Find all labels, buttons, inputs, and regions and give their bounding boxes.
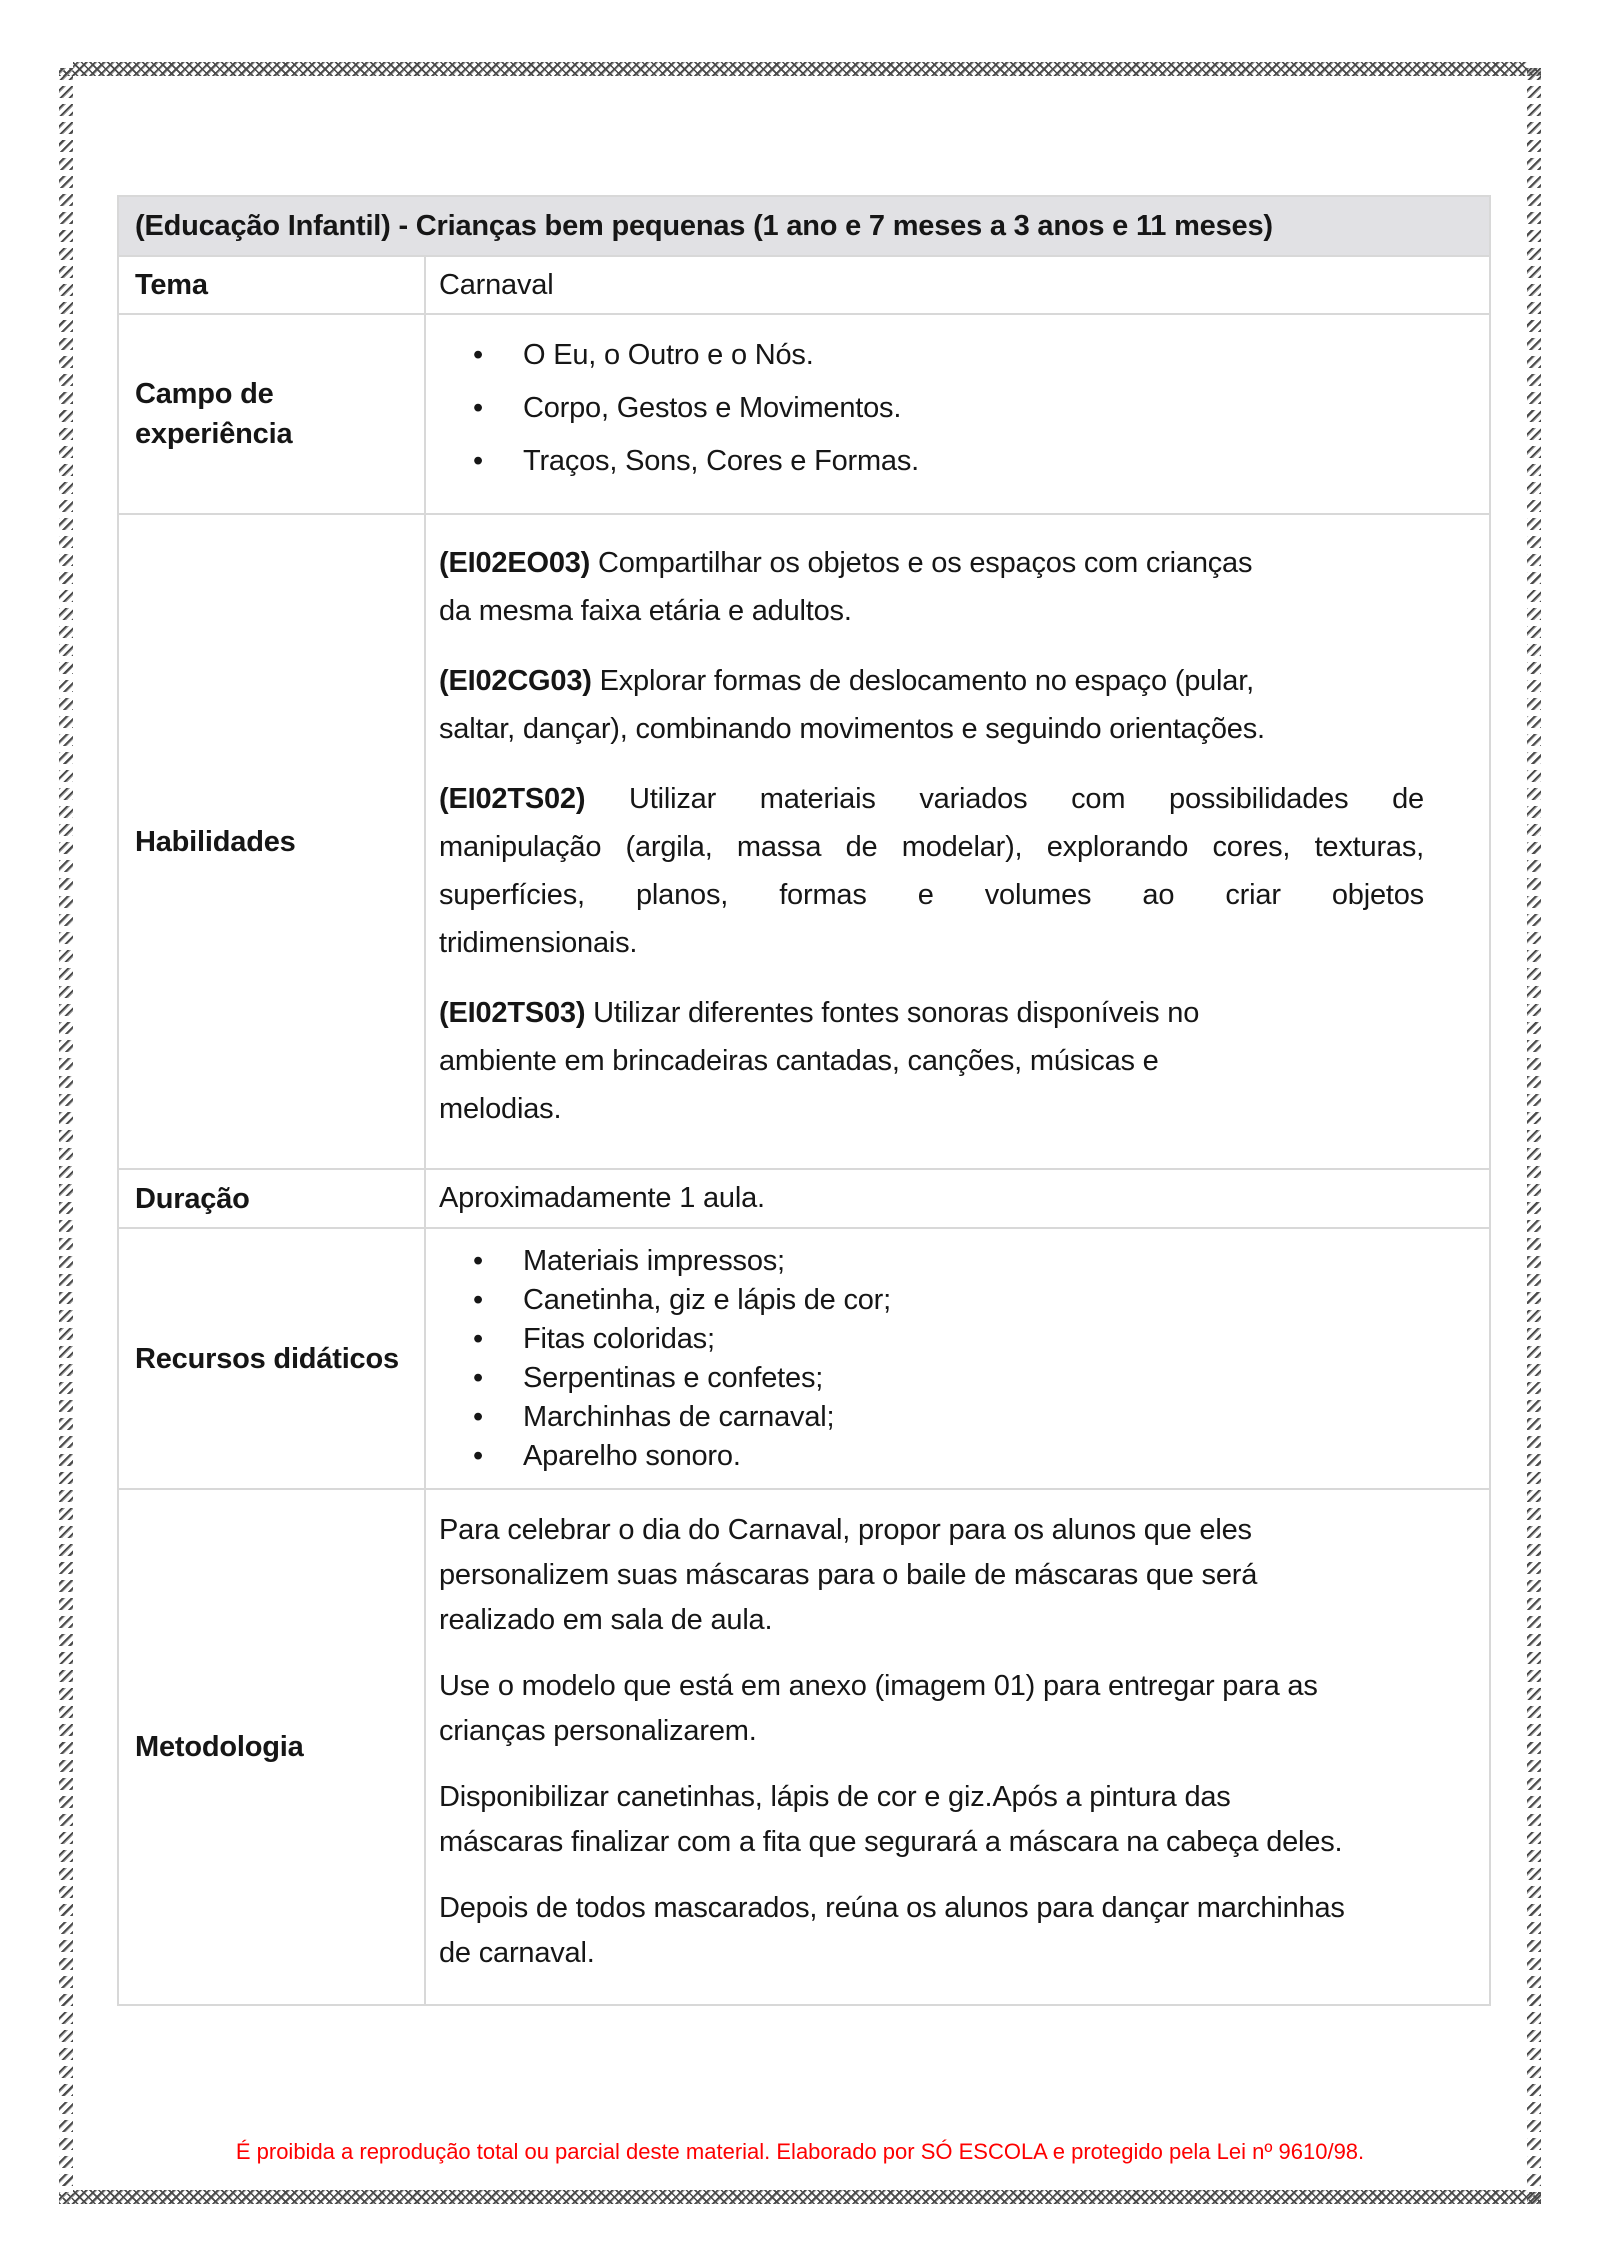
paragraph-line: crianças personalizarem. — [439, 1715, 757, 1747]
paragraph-line — [439, 775, 1424, 823]
bullet-icon: • — [473, 338, 483, 371]
page-border-left — [59, 62, 73, 2204]
list-item — [426, 382, 1489, 435]
row-label-duracao: Duração — [118, 1169, 425, 1228]
duracao-value: Aproximadamente 1 aula. — [425, 1169, 1490, 1228]
paragraph-text: Explorar formas de deslocamento no espaço (pular, — [591, 665, 1254, 697]
paragraph-line — [439, 989, 1426, 1037]
table-row — [118, 1228, 1490, 1489]
list-item-text: Aparelho sonoro. — [523, 1439, 741, 1472]
paragraph-line: saltar, dançar), combinando movimentos e seguindo orientações. — [439, 713, 1265, 745]
table-row — [118, 256, 1490, 314]
paragraph-line — [439, 539, 1426, 587]
lesson-plan-table — [117, 195, 1491, 2006]
paragraph-line: melodias. — [439, 1093, 562, 1125]
list-item — [426, 329, 1489, 382]
list-item — [426, 1359, 1489, 1398]
page-border-top — [59, 62, 1541, 76]
page-title: (Educação Infantil) - Crianças bem pequenas (1 ano e 7 meses a 3 anos e 11 meses) — [118, 196, 1490, 256]
row-label-recursos-didaticos: Recursos didáticos — [118, 1228, 425, 1489]
habilidade-paragraph — [439, 775, 1426, 967]
bullet-icon: • — [473, 391, 483, 424]
list-item-text: Canetinha, giz e lápis de cor; — [523, 1283, 891, 1316]
paragraph-text: Compartilhar os objetos e os espaços com crianças — [590, 547, 1253, 579]
row-label-campo-de-experiencia: Campo de experiência — [118, 314, 425, 514]
list-item — [426, 1320, 1489, 1359]
list-item — [426, 1437, 1489, 1476]
paragraph-line: Use o modelo que está em anexo (imagem 01) para entregar para as — [439, 1670, 1318, 1702]
habilidades-cell — [425, 514, 1490, 1169]
metodologia-cell — [425, 1489, 1490, 2005]
paragraph-line: máscaras finalizar com a fita que segurará a máscara na cabeça deles. — [439, 1826, 1343, 1858]
bullet-icon: • — [473, 1322, 483, 1355]
campo-bullet-list — [426, 329, 1489, 488]
list-item — [426, 1242, 1489, 1281]
page-border-bottom — [59, 2190, 1541, 2204]
habilidade-paragraph — [439, 989, 1426, 1133]
recursos-didaticos-cell — [425, 1228, 1490, 1489]
paragraph-line: ambiente em brincadeiras cantadas, canções, músicas e — [439, 1045, 1159, 1077]
metodologia-paragraph — [439, 1775, 1469, 1865]
row-label-habilidades: Habilidades — [118, 514, 425, 1169]
habilidade-paragraph — [439, 657, 1426, 753]
table-row — [118, 1169, 1490, 1228]
bullet-icon: • — [473, 1283, 483, 1316]
page-border-right — [1527, 62, 1541, 2204]
metodologia-paragraph — [439, 1508, 1469, 1643]
recursos-bullet-list — [426, 1242, 1489, 1476]
paragraph-line: tridimensionais. — [439, 927, 638, 959]
table-row — [118, 1489, 1490, 2005]
bullet-icon: • — [473, 1439, 483, 1472]
paragraph-line: personalizem suas máscaras para o baile de máscaras que será — [439, 1559, 1258, 1591]
paragraph-line: Para celebrar o dia do Carnaval, propor para os alunos que eles — [439, 1514, 1252, 1546]
list-item-text: Fitas coloridas; — [523, 1322, 715, 1355]
table-row — [118, 514, 1490, 1169]
paragraph-line: da mesma faixa etária e adultos. — [439, 595, 852, 627]
list-item-text: O Eu, o Outro e o Nós. — [523, 338, 814, 371]
bncc-code: (EI02CG03) — [439, 665, 592, 697]
row-label-metodologia: Metodologia — [118, 1489, 425, 2005]
bncc-code: (EI02EO03) — [439, 547, 591, 579]
paragraph-text: Utilizar diferentes fontes sonoras disponíveis no — [585, 997, 1200, 1029]
campo-de-experiencia-cell — [425, 314, 1490, 514]
list-item-text: Marchinhas de carnaval; — [523, 1400, 835, 1433]
paragraph-line: realizado em sala de aula. — [439, 1604, 773, 1636]
paragraph-text: Utilizar materiais variados com possibilidades de — [585, 783, 1424, 815]
tema-value: Carnaval — [425, 256, 1490, 314]
list-item — [426, 435, 1489, 488]
bullet-icon: • — [473, 444, 483, 477]
habilidade-paragraph — [439, 539, 1426, 635]
row-label-tema: Tema — [118, 256, 425, 314]
bncc-code: (EI02TS02) — [439, 783, 586, 815]
paragraph-line: Depois de todos mascarados, reúna os alunos para dançar marchinhas — [439, 1892, 1345, 1924]
paragraph-line: Disponibilizar canetinhas, lápis de cor e giz.Após a pintura das — [439, 1781, 1231, 1813]
metodologia-paragraph — [439, 1664, 1469, 1754]
bncc-code: (EI02TS03) — [439, 997, 586, 1029]
copyright-notice: É proibida a reprodução total ou parcial deste material. Elaborado por SÓ ESCOLA e protegido pela Lei nº 9610/98. — [235, 2139, 1365, 2164]
paragraph-line: de carnaval. — [439, 1937, 595, 1969]
paragraph-line — [439, 657, 1426, 705]
paragraph-line: manipulação (argila, massa de modelar), explorando cores, texturas, — [439, 831, 1424, 863]
list-item — [426, 1398, 1489, 1437]
paragraph-line: superfícies, planos, formas e volumes ao criar objetos — [439, 879, 1424, 911]
bullet-icon: • — [473, 1400, 483, 1433]
table-row — [118, 196, 1490, 256]
list-item-text: Traços, Sons, Cores e Formas. — [523, 444, 920, 477]
list-item-text: Corpo, Gestos e Movimentos. — [523, 391, 902, 424]
table-row — [118, 314, 1490, 514]
bullet-icon: • — [473, 1244, 483, 1277]
bullet-icon: • — [473, 1361, 483, 1394]
list-item — [426, 1281, 1489, 1320]
list-item-text: Materiais impressos; — [523, 1244, 785, 1277]
list-item-text: Serpentinas e confetes; — [523, 1361, 824, 1394]
metodologia-paragraph — [439, 1886, 1469, 1976]
